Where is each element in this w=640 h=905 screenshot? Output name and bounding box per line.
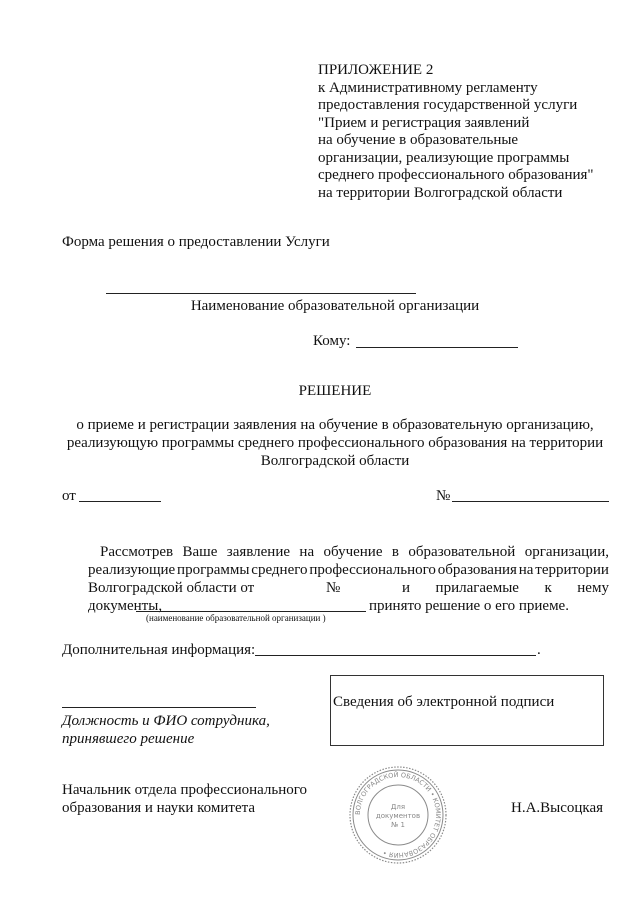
recipient-field[interactable] bbox=[356, 347, 518, 348]
org-name-caption: Наименование образовательной организации bbox=[190, 298, 480, 314]
body-word: образовательной bbox=[408, 544, 516, 560]
body-word: к bbox=[544, 580, 552, 596]
stamp-ring-text: ВОЛГОГРАДСКОЙ ОБЛАСТИ • КОМИТЕТ ОБРАЗОВАНИЯ • bbox=[353, 770, 443, 860]
body-word: заявление bbox=[226, 544, 291, 560]
appendix-line: на обучение в образовательные bbox=[318, 132, 519, 148]
appendix-line: к Административному регламенту bbox=[318, 79, 538, 96]
to-label: Кому: bbox=[313, 333, 351, 349]
body-word: Ваше bbox=[182, 544, 218, 560]
decision-subtitle-line: о приеме и регистрации заявления на обучение в образовательную организацию, bbox=[76, 417, 594, 433]
number-field[interactable] bbox=[452, 501, 609, 502]
appendix-line: "Прием и регистрация заявлений bbox=[318, 114, 530, 131]
body-line-3-start: Волгоградской области от bbox=[88, 580, 255, 596]
body-word: прилагаемые bbox=[435, 580, 519, 596]
body-line-3-number: № bbox=[326, 580, 341, 596]
form-title: Форма решения о предоставлении Услуги bbox=[62, 234, 330, 250]
appendix-line: организации, реализующие программы bbox=[318, 149, 570, 166]
body-line-3-end bbox=[402, 579, 609, 597]
appendix-line: среднего профессионального образования" bbox=[318, 167, 594, 183]
appendix-line: на территории Волгоградской области bbox=[318, 184, 563, 201]
head-title-line: Начальник отдела профессионального bbox=[62, 782, 308, 798]
e-signature-box bbox=[330, 675, 604, 746]
body-word: обучение bbox=[323, 544, 383, 560]
body-word: нему bbox=[577, 580, 609, 596]
body-word: организации, bbox=[524, 544, 609, 560]
e-signature-label: Сведения об электронной подписи bbox=[333, 694, 555, 710]
body-word: Рассмотрев bbox=[100, 544, 174, 560]
signatory-caption-line: Должность и ФИО сотрудника, bbox=[62, 713, 270, 729]
body-word: на bbox=[518, 562, 534, 578]
body-word: на bbox=[299, 544, 315, 560]
date-field[interactable] bbox=[79, 501, 161, 502]
additional-info-label: Дополнительная информация: bbox=[62, 642, 256, 658]
official-stamp bbox=[348, 765, 448, 865]
appendix-line: предоставления государственной услуги bbox=[318, 97, 578, 113]
body-word: территории bbox=[535, 562, 609, 578]
stamp-center-line: № 1 bbox=[391, 821, 405, 829]
decision-title: РЕШЕНИЕ bbox=[298, 383, 372, 399]
body-word: среднего bbox=[251, 562, 308, 578]
stamp-center-line: документов bbox=[375, 812, 421, 820]
body-word: программы bbox=[177, 562, 250, 578]
signatory-caption-line: принявшего решение bbox=[62, 731, 195, 747]
body-word: в bbox=[391, 544, 399, 560]
org-name-hint: (наименование образовательной организации ) bbox=[146, 613, 326, 623]
decision-subtitle-line: Волгоградской области bbox=[260, 453, 410, 469]
number-label: № bbox=[436, 488, 451, 504]
stamp-center-line: Для bbox=[390, 803, 406, 811]
body-word: реализующие bbox=[88, 562, 176, 578]
body-word: образования bbox=[437, 562, 517, 578]
org-name-field[interactable] bbox=[106, 293, 416, 294]
decision-subtitle-line: реализующую программы среднего профессионального образования на территории bbox=[66, 435, 604, 451]
body-line-2 bbox=[88, 561, 609, 579]
appendix-header bbox=[318, 62, 594, 202]
additional-info-field[interactable] bbox=[255, 655, 536, 656]
head-title-line: образования и науки комитета bbox=[62, 800, 256, 816]
date-label: от bbox=[62, 488, 76, 504]
body-word: и bbox=[402, 580, 411, 596]
additional-info-end: . bbox=[537, 642, 541, 658]
appendix-line: ПРИЛОЖЕНИЕ 2 bbox=[318, 62, 434, 78]
org-name-inline-field[interactable] bbox=[136, 611, 366, 612]
body-line-4-start: документы, bbox=[88, 598, 163, 614]
body-line-4-end: принято решение о его приеме. bbox=[369, 598, 569, 614]
body-word: профессионального bbox=[309, 562, 436, 578]
head-name: Н.А.Высоцкая bbox=[511, 800, 604, 816]
body-line-1 bbox=[100, 543, 609, 561]
signatory-field[interactable] bbox=[62, 707, 256, 708]
